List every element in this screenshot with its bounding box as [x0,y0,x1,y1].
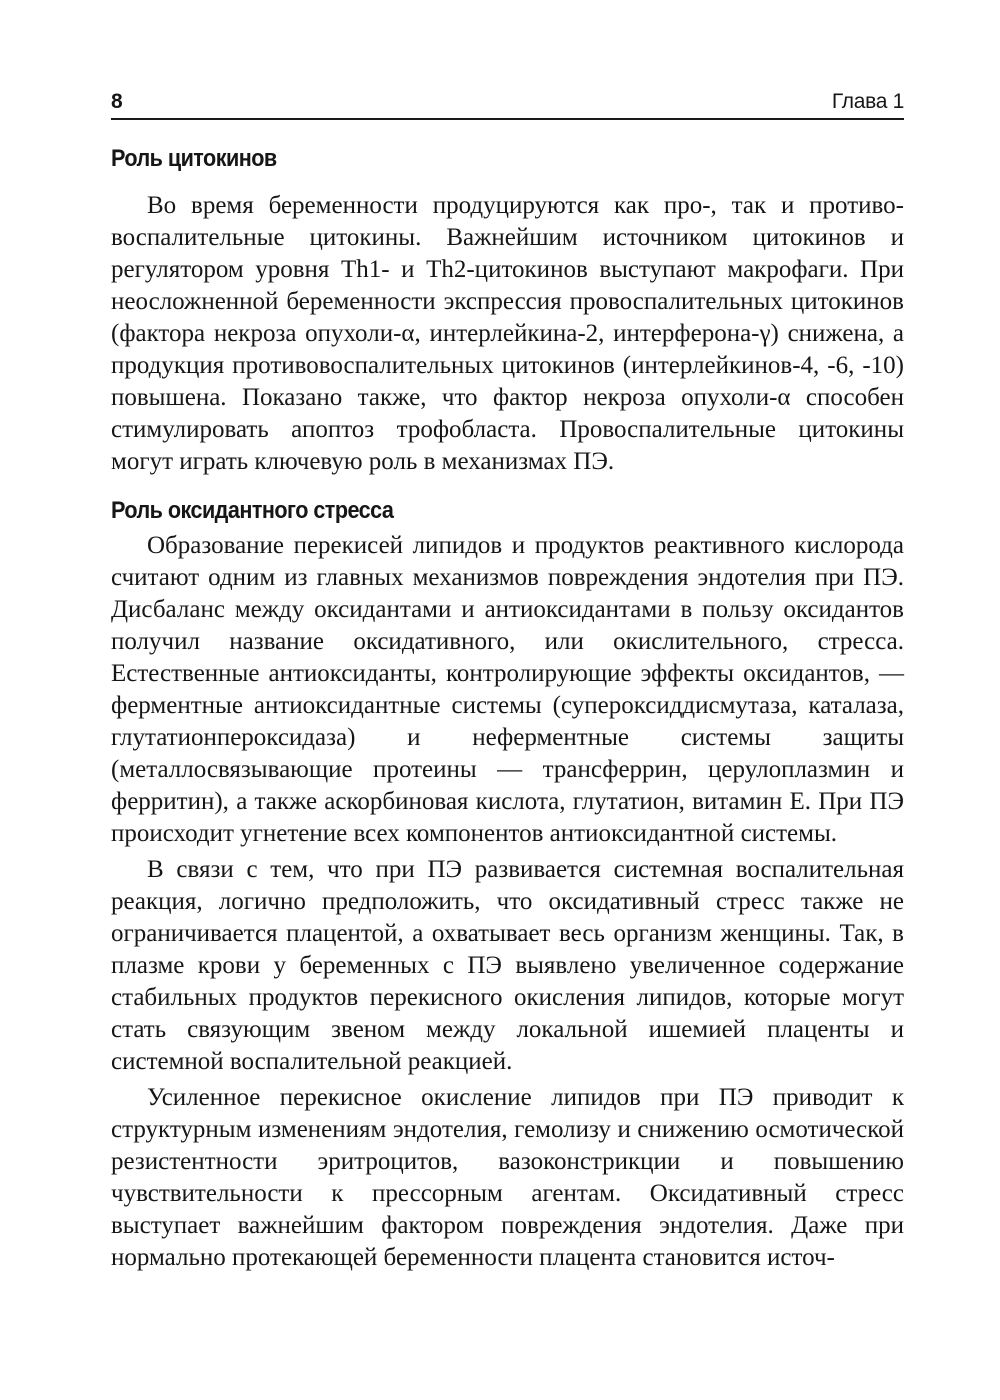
chapter-label: Глава 1 [831,90,904,113]
paragraph-oxidative-2: В связи с тем, что при ПЭ развивается системная воспалительная реакция, логично предположить, что оксидативный стресс также не ограничивается плацентой, а охватывает весь организм женщины. Так, в плазме крови у беременных с ПЭ выявлено увеличенное содержание стабильных продуктов перекисного окисления липидов, которые могут стать связующим звеном между локальной ишемией плаценты и системной воспалительной реакцией. [111,856,904,1075]
section-heading-oxidative-stress: Роль оксидантного стресса [111,497,394,524]
page-header [111,88,904,120]
paragraph-cytokines: Во время беременности продуцируются как про-, так и противовоспалительные цитокины. Важнейшим источником цитокинов и регулятором уровня Th1- и Th2-цитокинов выступают макрофаги. При неосложненной беременности экспрессия провоспалительных цитокинов (фактора некроза опухоли-α, интерлейкина-2, интерферона-γ) снижена, а продукция противовоспалительных цитокинов (интерлейкинов-4, -6, -10) повышена. Показано также, что фактор некроза опухоли-α способен стимулировать апоптоз трофобласта. Провоспалительные цитокины могут играть ключевую роль в механизмах ПЭ. [111,192,904,475]
page-number: 8 [111,90,123,113]
paragraph-oxidative-3: Усиленное перекисное окисление липидов при ПЭ приводит к структурным изменениям эндотелия, гемолизу и снижению осмотической резистентности эритроцитов, вазоконстрикции и повышению чувствительности к прессорным агентам. Оксидативный стресс выступает важнейшим фактором повреждения эндотелия. Даже при нормально протекающей беременности плацента становится источ- [111,1084,904,1271]
paragraph-oxidative-1: Образование перекисей липидов и продуктов реактивного кислорода считают одним из главных механизмов повреждения эндотелия при ПЭ. Дисбаланс между оксидантами и антиоксидантами в пользу оксидантов получил название оксидативного, или окислительного, стресса. Естественные антиоксиданты, контролирующие эффекты оксидантов, — ферментные антиоксидантные системы (супероксиддисмутаза, каталаза, глутатионпероксидаза) и неферментные системы защиты (металлосвязывающие протеины — трансферрин, церулоплазмин и ферритин), а также аскорбиновая кислота, глутатион, витамин Е. При ПЭ происходит угнетение всех компонентов антиоксидантной системы. [111,532,904,847]
section-heading-cytokines: Роль цитокинов [111,145,277,172]
page-body [111,140,904,1274]
